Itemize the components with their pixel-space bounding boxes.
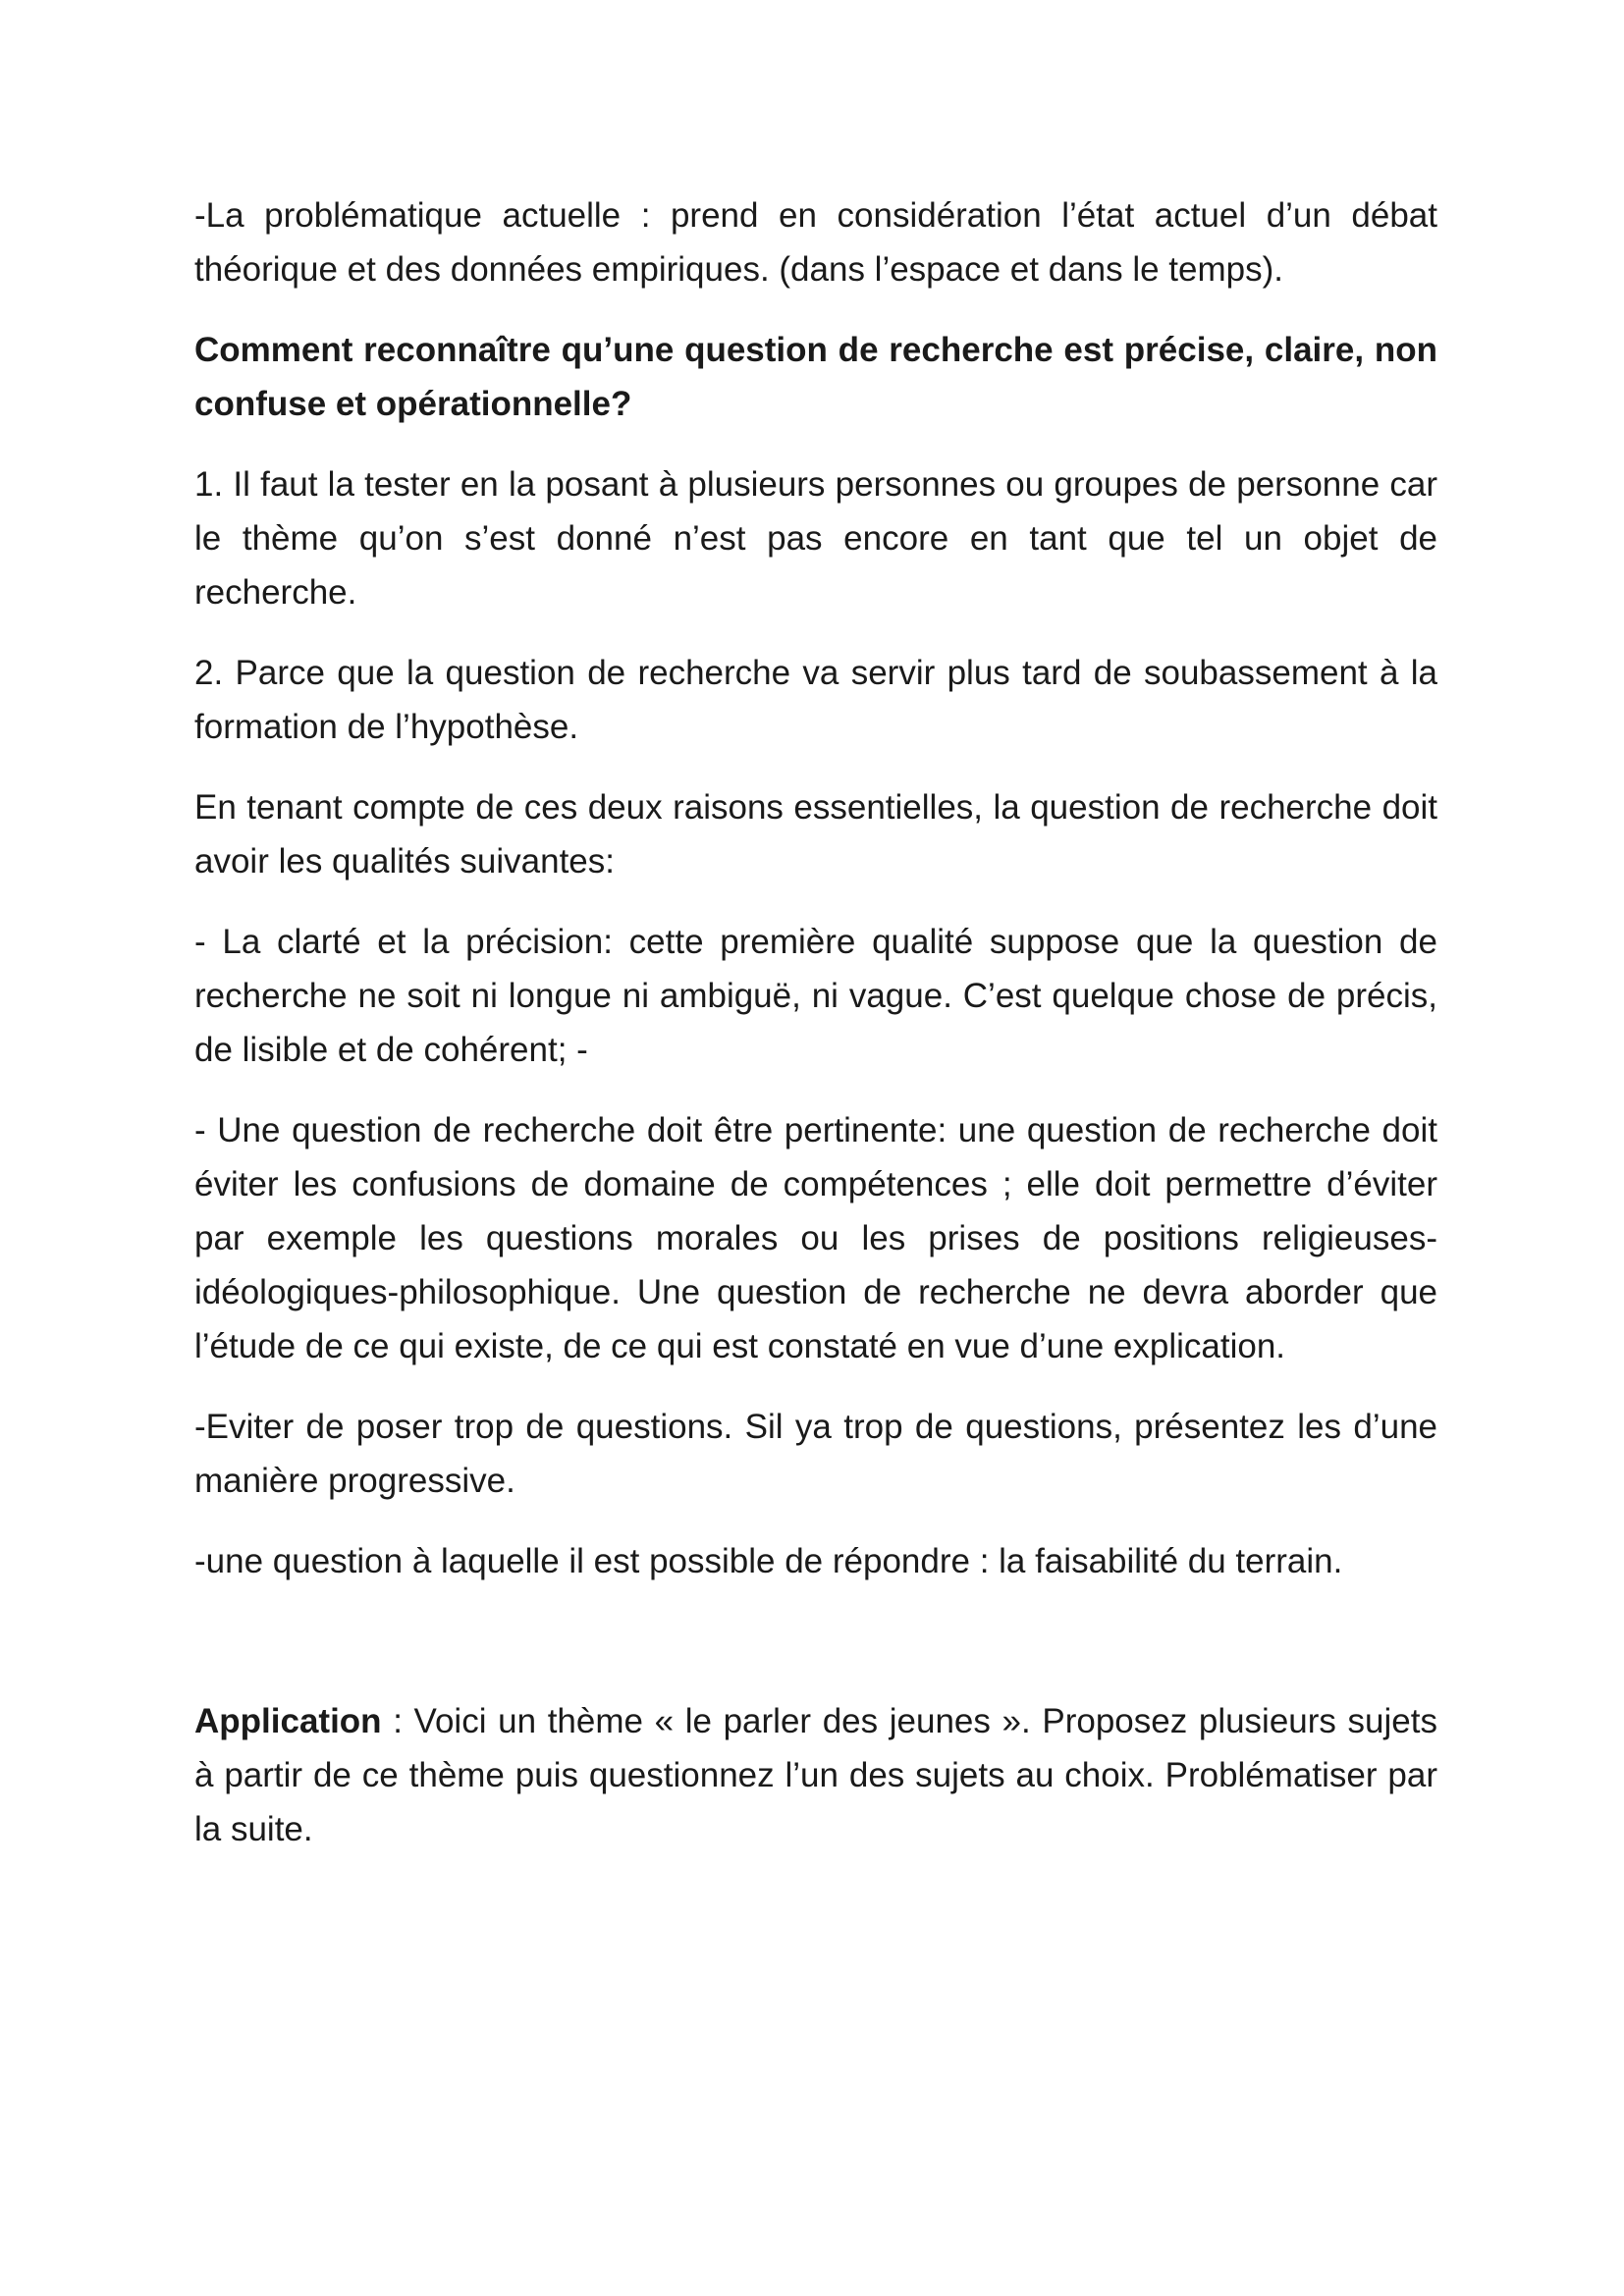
- paragraph-quality-repondre: -une question à laquelle il est possible de répondre : la faisabilité du terrain.: [194, 1542, 1343, 1580]
- paragraph-point-2: 2. Parce que la question de recherche va servir plus tard de soubassement à la formation de l’hypothèse.: [194, 654, 1437, 746]
- application-label: Application: [194, 1702, 382, 1740]
- paragraph-quality-eviter: -Eviter de poser trop de questions. Sil ya trop de questions, présentez les d’une manière progressive.: [194, 1408, 1437, 1500]
- blank-spacer: [194, 1615, 1437, 1694]
- paragraph-point-1: 1. Il faut la tester en la posant à plusieurs personnes ou groupes de personne car le thème qu’on s’est donné n’est pas encore en tant que tel un objet de recherche.: [194, 465, 1437, 612]
- document-page: [194, 188, 1437, 1883]
- paragraph-application: [194, 1694, 1437, 1856]
- heading-question: Comment reconnaître qu’une question de recherche est précise, claire, non confuse et opérationnelle?: [194, 331, 1437, 423]
- paragraph-quality-clarte: - La clarté et la précision: cette première qualité suppose que la question de recherche ne soit ni longue ni ambiguë, ni vague. C’est quelque chose de précis, de lisible et de cohérent; -: [194, 923, 1437, 1069]
- paragraph-problematique: -La problématique actuelle : prend en considération l’état actuel d’un débat théorique et des données empiriques. (dans l’espace et dans le temps).: [194, 196, 1437, 289]
- paragraph-tenant-compte: En tenant compte de ces deux raisons essentielles, la question de recherche doit avoir les qualités suivantes:: [194, 788, 1437, 881]
- application-text: : Voici un thème « le parler des jeunes ». Proposez plusieurs sujets à partir de ce thème puis questionnez l’un des sujets au choix. Problématiser par la suite.: [194, 1702, 1437, 1848]
- paragraph-quality-pertinente: - Une question de recherche doit être pertinente: une question de recherche doit éviter les confusions de domaine de compétences ; elle doit permettre d’éviter par exemple les questions morales ou les prises de positions religieuses-idéologiques-philosophique. Une question de recherche ne devra aborder que l’étude de ce qui existe, de ce qui est constaté en vue d’une explication.: [194, 1111, 1437, 1365]
